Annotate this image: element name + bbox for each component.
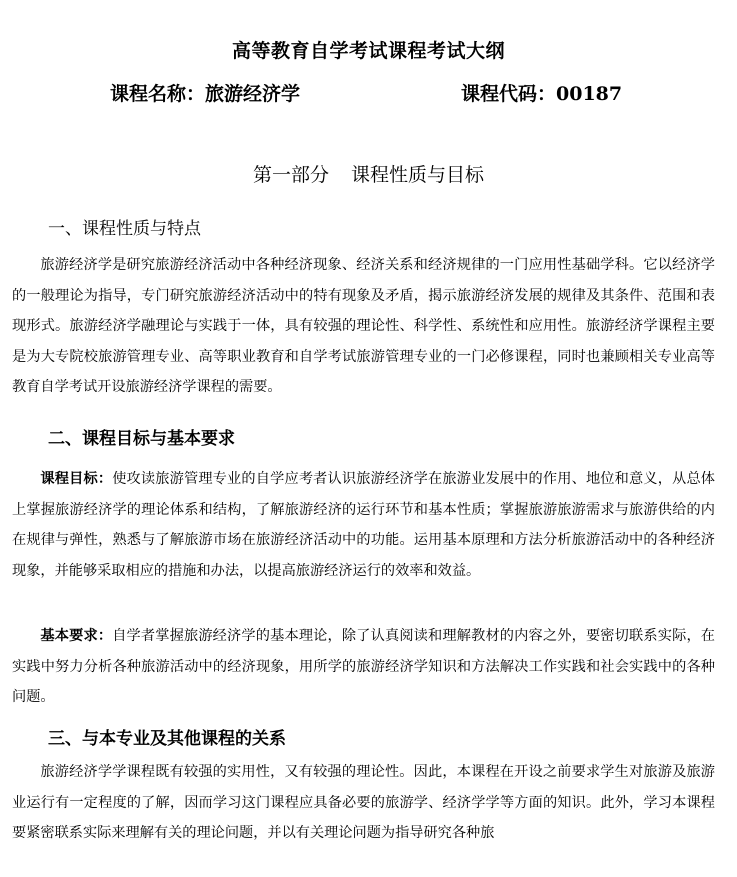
- course-name: 课程名称：旅游经济学: [110, 83, 301, 105]
- goal-lead-label: 课程目标：: [40, 471, 113, 487]
- section-heading-relations: 三、与本专业及其他课程的关系: [48, 729, 286, 749]
- section-heading-goals: 二、课程目标与基本要求: [48, 429, 235, 449]
- requirement-text: 自学者掌握旅游经济学的基本理论，除了认真阅读和理解教材的内容之外，要密切联系实际，在实践中努力分析各种旅游活动中的经济现象，用所学的旅游经济学知识和方法解决工作实践和社会实践中的各种问题。: [12, 628, 715, 705]
- part-title-text: 课程性质与目标: [351, 164, 485, 186]
- section-paragraph-nature: 旅游经济学是研究旅游经济活动中各种经济现象、经济关系和经济规律的一门应用性基础学科。它以经济学的一般理论为指导，专门研究旅游经济活动中的特有现象及矛盾，揭示旅游经济发展的规律及其条件、范围和表现形式。旅游经济学融理论与实践于一体，具有较强的理论性、科学性、系统性和应用性。旅游经济学课程主要是为大专院校旅游管理专业、高等职业教育和自学考试旅游管理专业的一门必修课程，同时也兼顾相关专业高等教育自学考试开设旅游经济学课程的需要。: [12, 257, 715, 395]
- section-heading-nature: 一、课程性质与特点: [48, 219, 201, 239]
- section-paragraph-relations: 旅游经济学学课程既有较强的实用性，又有较强的理论性。因此，本课程在开设之前要求学生对旅游及旅游业运行有一定程度的了解，因而学习这门课程应具备必要的旅游学、经济学学等方面的知识。此外，学习本课程要紧密联系实际来理解有关的理论问题，并以有关理论问题为指导研究各种旅: [12, 764, 715, 841]
- goal-text: 使攻读旅游管理专业的自学应考者认识旅游经济学在旅游业发展中的作用、地位和意义，从总体上掌握旅游经济学的理论体系和结构，了解旅游经济的运行环节和基本性质；掌握旅游旅游需求与旅游供给的内在规律与弹性，熟悉与了解旅游市场在旅游经济活动中的功能。运用基本原理和方法分析旅游活动中的各种经济现象，并能够采取相应的措施和办法，以提高旅游经济运行的效率和效益。: [12, 471, 715, 579]
- requirement-lead-label: 基本要求：: [40, 628, 113, 644]
- requirement-paragraph: [12, 621, 715, 713]
- part-title: [0, 160, 737, 187]
- course-code: 课程代码：00187: [461, 83, 623, 105]
- document-title: 高等教育自学考试课程考试大纲: [231, 40, 505, 62]
- part-title-number: 第一部分: [252, 164, 329, 186]
- goal-paragraph: [12, 464, 715, 586]
